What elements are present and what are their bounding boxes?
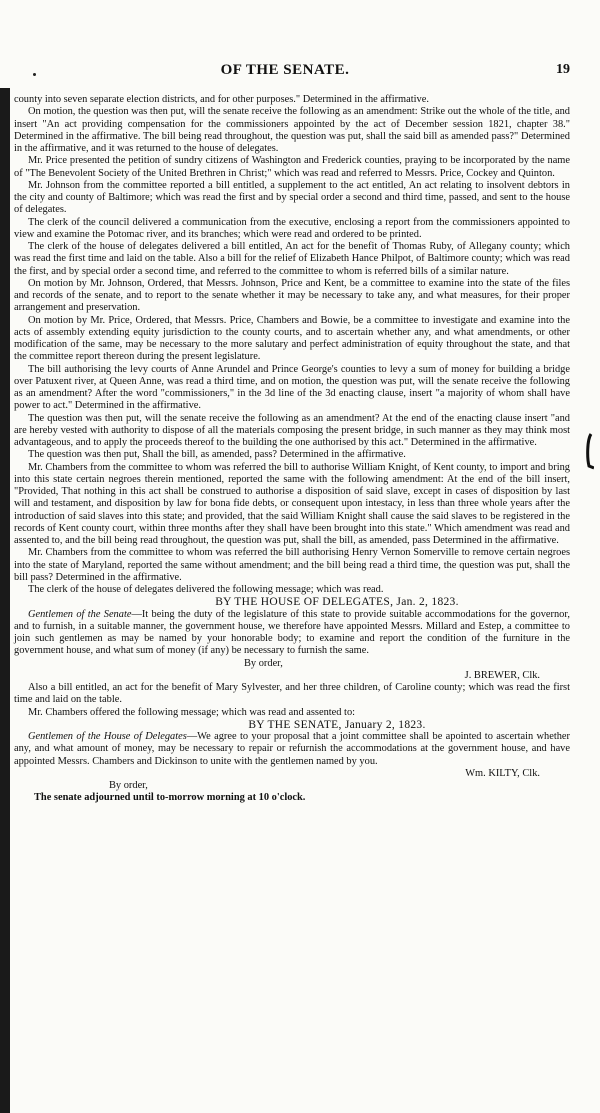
page-speck: [33, 73, 36, 76]
page-body: [14, 94, 570, 805]
message-heading: BY THE SENATE, January 2, 1823.: [248, 718, 426, 731]
paragraph: The clerk of the council delivered a communication from the executive, enclosing a report from the commissioners appointed to view and examine the Potomac river, and its branches; which were read and ordered to be printed.: [14, 216, 570, 240]
signature: J. BREWER, Clk.: [464, 669, 540, 681]
paragraph: The clerk of the house of delegates delivered the following message; which was read.: [28, 584, 384, 595]
paragraph: Mr. Price presented the petition of sundry citizens of Washington and Frederick counties, praying to be incorporated by the name of "The Benevolent Society of the United Brethren in Christ;" which was read and referred to Messrs. Price, Cockey and Quinton.: [14, 155, 570, 179]
message-body: [14, 731, 570, 768]
paragraph: The question was then put, Shall the bill, as amended, pass? Determined in the affirmative.: [28, 449, 406, 461]
paragraph: The question was then put, will the senate receive the following as an amendment? At the end of the enacting clause insert "and are hereby vested with authority to dispose of all the materials composing the present bridge, in such manner as they may think most advantageous, and to apply the proceeds thereof to the building the one authorised by this act." Determined in the affirmative.: [14, 412, 570, 448]
margin-mark: [586, 432, 594, 470]
paragraph: Mr. Johnson from the committee reported a bill entitled, a supplement to the act entitled, An act relating to insolvent debtors in the city and county of Baltimore; which was read the first and by special order a second and third time, passed, and sent to the house of delegates.: [14, 179, 570, 216]
message-heading: BY THE HOUSE OF DELEGATES, Jan. 2, 1823.: [215, 596, 459, 609]
paragraph: On motion, the question was then put, will the senate receive the following as an amendment: Strike out the whole of the title, and insert "An act providing compensation for the commissioners appointed by the act of December session 1821, chapter 38." Determined in the affirmative. The bill being read throughout, the question was put, shall the said bill as amended pass?" Determined in the affirmative, and it was returned to the house of delegates.: [14, 106, 570, 154]
paragraph: county into seven separate election districts, and for other purposes." Determined in the affirmative.: [14, 94, 429, 105]
page-number: 19: [556, 62, 570, 77]
running-head: OF THE SENATE.: [220, 62, 350, 78]
message-text: —It being the duty of the legislature of this state to provide suitable accommodations for the governor, and to furnish, in a suitable manner, the government house, we therefore have appointed Messrs. Millard and Estep, a committee to join such gentlemen as may be named by your honorable body; to examine and report the condition of the furniture in the government house, and what sum of money (if any) be necessary to furnish the same.: [14, 608, 570, 657]
message-salutation: Gentlemen of the Senate: [28, 608, 132, 620]
closing-line: The senate adjourned until to-morrow morning at 10 o'clock.: [34, 792, 306, 804]
message-salutation: Gentlemen of the House of Delegates: [28, 731, 187, 742]
paragraph: The clerk of the house of delegates delivered a bill entitled, An act for the benefit of Thomas Ruby, of Allegany county; which was read the first time and laid on the table. Also a bill for the relief of Elizabeth Hance Philpot, of Baltimore county; which was read the first, and by special order a second time, and referred to the committee to whom is referred bills of a similar nature.: [14, 241, 570, 277]
by-order: By order,: [244, 657, 283, 669]
paragraph: On motion by Mr. Price, Ordered, that Messrs. Price, Chambers and Bowie, be a committee to investigate and examine into the acts of assembly extending equity jurisdiction to the county courts, and to ascertain whether any, and what amendments, or other modification of the same, may be necessary to the more salutary and perfect administration of equity throughout the state, and that the committee report thereon during the present legislature.: [14, 314, 570, 363]
paragraph: On motion by Mr. Johnson, Ordered, that Messrs. Johnson, Price and Kent, be a committee to examine into the state of the files and records of the senate, and to report to the senate whether it may be necessary to take any, and what measures, for their proper arrangement and preservation.: [14, 277, 570, 314]
message-text: —We agree to your proposal that a joint committee shall be apointed to ascertain whether any, and what amount of money, may be necessary to repair or refurnish the accommodations at the government house, and have appointed Messrs. Chambers and Dickinson to unite with the gentlemen named by you.: [14, 731, 571, 767]
paragraph: Mr. Chambers offered the following message; which was read and assented to:: [28, 706, 356, 718]
paragraph: Also a bill entitled, an act for the benefit of Mary Sylvester, and her three children, of Caroline county; which was read the first time and laid on the table.: [14, 682, 570, 706]
paragraph: Mr. Chambers from the committee to whom was referred the bill to authorise William Knight, of Kent county, to import and bring into this state certain negroes therein mentioned, reported the same with the following amendment: At the end of the bill insert, "Provided, That nothing in this act shall be construed to authorise a disposition of said slave, except in cases of disposition by last will and testament, and disposition by law for bona fide debts, or consequent upon intestacy, in less than three whole years after the introduction of said slaves into this state; and provided, that the said William Knight shall cause the said slaves to be registered in the records of Kent county court, within three months after they shall have been brought into this state." Which amendment was read and assented to, and the bill being read throughout, the question was put, shall the bill, as amended, pass Determined in the affirmative.: [14, 461, 570, 546]
paragraph: The bill authorising the levy courts of Anne Arundel and Prince George's counties to levy a sum of money for building a bridge over Patuxent river, at Queen Anne, was read a third time, and on motion, the question was put, will the senate receive the following as an amendment? After the word "commissioners," in the 3d line of the 3d enacting clause, insert "a majority of whom shall have power to act." Determined in the affirmative.: [14, 363, 570, 412]
signature: Wm. KILTY, Clk.: [465, 767, 540, 779]
message-body: [14, 609, 570, 658]
paragraph: Mr. Chambers from the committee to whom was referred the bill authorising Henry Vernon Somerville to remove certain negroes into the state of Maryland, reported the same without amendment; and the bill being read a third time, the question was put, shall the bill pass? Determined in the affirmative.: [14, 547, 570, 583]
binding-shadow: [0, 88, 10, 1113]
signature-line: [14, 768, 570, 780]
by-order: By order,: [109, 780, 148, 791]
